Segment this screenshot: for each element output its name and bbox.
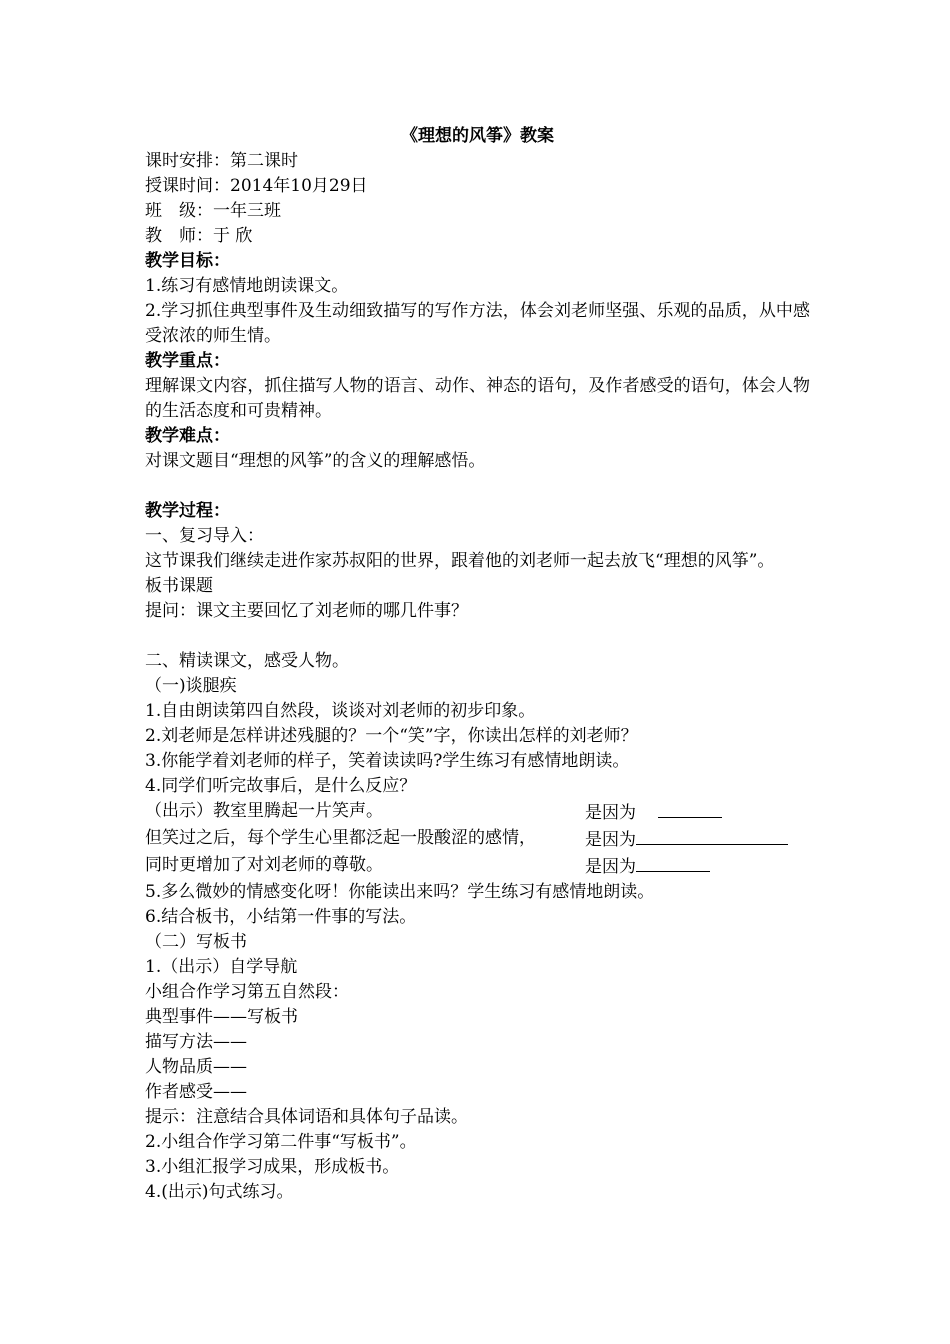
lesson-arrangement: 课时安排：第二课时 — [145, 151, 298, 171]
spacer — [145, 474, 810, 499]
sub2-item-10: 4.(出示)句式练习。 — [145, 1182, 294, 1202]
goal-item-1: 1.练习有感情地朗读课文。 — [145, 276, 349, 296]
fill-row-1 — [145, 799, 810, 826]
fill-row-2 — [145, 826, 810, 853]
sub2-item-2: 小组合作学习第五自然段： — [145, 982, 349, 1002]
sub1-after-2: 6.结合板书，小结第一件事的写法。 — [145, 907, 417, 927]
fill-row-3-right — [585, 853, 810, 880]
sub1-item-1: 1.自由朗读第四自然段，谈谈对刘老师的初步印象。 — [145, 701, 536, 721]
fill-row-1-right — [585, 799, 810, 826]
fill-row-2-right — [585, 826, 810, 853]
part1-text: 这节课我们继续走进作家苏叔阳的世界，跟着他的刘老师一起去放飞“理想的风筝”。 — [145, 551, 775, 571]
fill-blank-2[interactable] — [636, 826, 788, 845]
fill-row-2-text: 但笑过之后，每个学生心里都泛起一股酸涩的感情， — [145, 828, 536, 848]
document-page — [145, 124, 810, 1205]
difficulty-text: 对课文题目“理想的风筝”的含义的理解感悟。 — [145, 451, 486, 471]
sub1-title: （一)谈腿疾 — [145, 676, 237, 696]
part1-question: 提问：课文主要回忆了刘老师的哪几件事？ — [145, 601, 468, 621]
fill-row-3-label: 是因为 — [585, 857, 636, 877]
fill-row-1-text: （出示）教室里腾起一片笑声。 — [145, 801, 383, 821]
sub1-item-2: 2.刘老师是怎样讲述残腿的？一个“笑”字，你读出怎样的刘老师？ — [145, 726, 638, 746]
sub2-title: （二）写板书 — [145, 932, 247, 952]
part2-title: 二、精读课文，感受人物。 — [145, 651, 349, 671]
teaching-date: 授课时间：2014年10月29日 — [145, 176, 368, 196]
teacher-name: 教 师：于 欣 — [145, 226, 253, 246]
difficulty-heading: 教学难点： — [145, 426, 230, 446]
sub2-item-5: 人物品质—— — [145, 1057, 247, 1077]
sub1-item-4: 4.同学们听完故事后，是什么反应？ — [145, 776, 417, 796]
part1-board: 板书课题 — [145, 576, 213, 596]
sub2-item-3: 典型事件——写板书 — [145, 1007, 298, 1027]
goal-item-2: 2.学习抓住典型事件及生动细致描写的写作方法，体会刘老师坚强、乐观的品质，从中感受浓浓的师生情。 — [145, 301, 810, 346]
fill-blank-1[interactable] — [658, 799, 722, 818]
sub2-item-1: 1.（出示）自学导航 — [145, 957, 298, 977]
sub2-item-7: 提示：注意结合具体词语和具体句子品读。 — [145, 1107, 468, 1127]
document-title: 《理想的风筝》教案 — [401, 126, 554, 146]
sub2-item-9: 3.小组汇报学习成果，形成板书。 — [145, 1157, 400, 1177]
key-points-heading: 教学重点： — [145, 351, 230, 371]
fill-blank-3[interactable] — [636, 853, 710, 872]
fill-row-1-label: 是因为 — [585, 803, 636, 823]
fill-row-3-text: 同时更增加了对刘老师的尊敬。 — [145, 855, 383, 875]
sub2-item-6: 作者感受—— — [145, 1082, 247, 1102]
spacer — [145, 624, 810, 649]
key-points-text: 理解课文内容，抓住描写人物的语言、动作、神态的语句，及作者感受的语句，体会人物的生活态度和可贵精神。 — [145, 376, 810, 421]
part1-title: 一、复习导入： — [145, 526, 264, 546]
sub2-item-8: 2.小组合作学习第二件事“写板书”。 — [145, 1132, 417, 1152]
goals-heading: 教学目标： — [145, 251, 230, 271]
process-heading: 教学过程： — [145, 501, 230, 521]
sub2-item-4: 描写方法—— — [145, 1032, 247, 1052]
class-name: 班 级：一年三班 — [145, 201, 281, 221]
fill-row-3 — [145, 853, 810, 880]
fill-row-2-label: 是因为 — [585, 830, 636, 850]
sub1-after-1: 5.多么微妙的情感变化呀！你能读出来吗？学生练习有感情地朗读。 — [145, 882, 655, 902]
sub1-item-3: 3.你能学着刘老师的样子，笑着读读吗?学生练习有感情地朗读。 — [145, 751, 630, 771]
